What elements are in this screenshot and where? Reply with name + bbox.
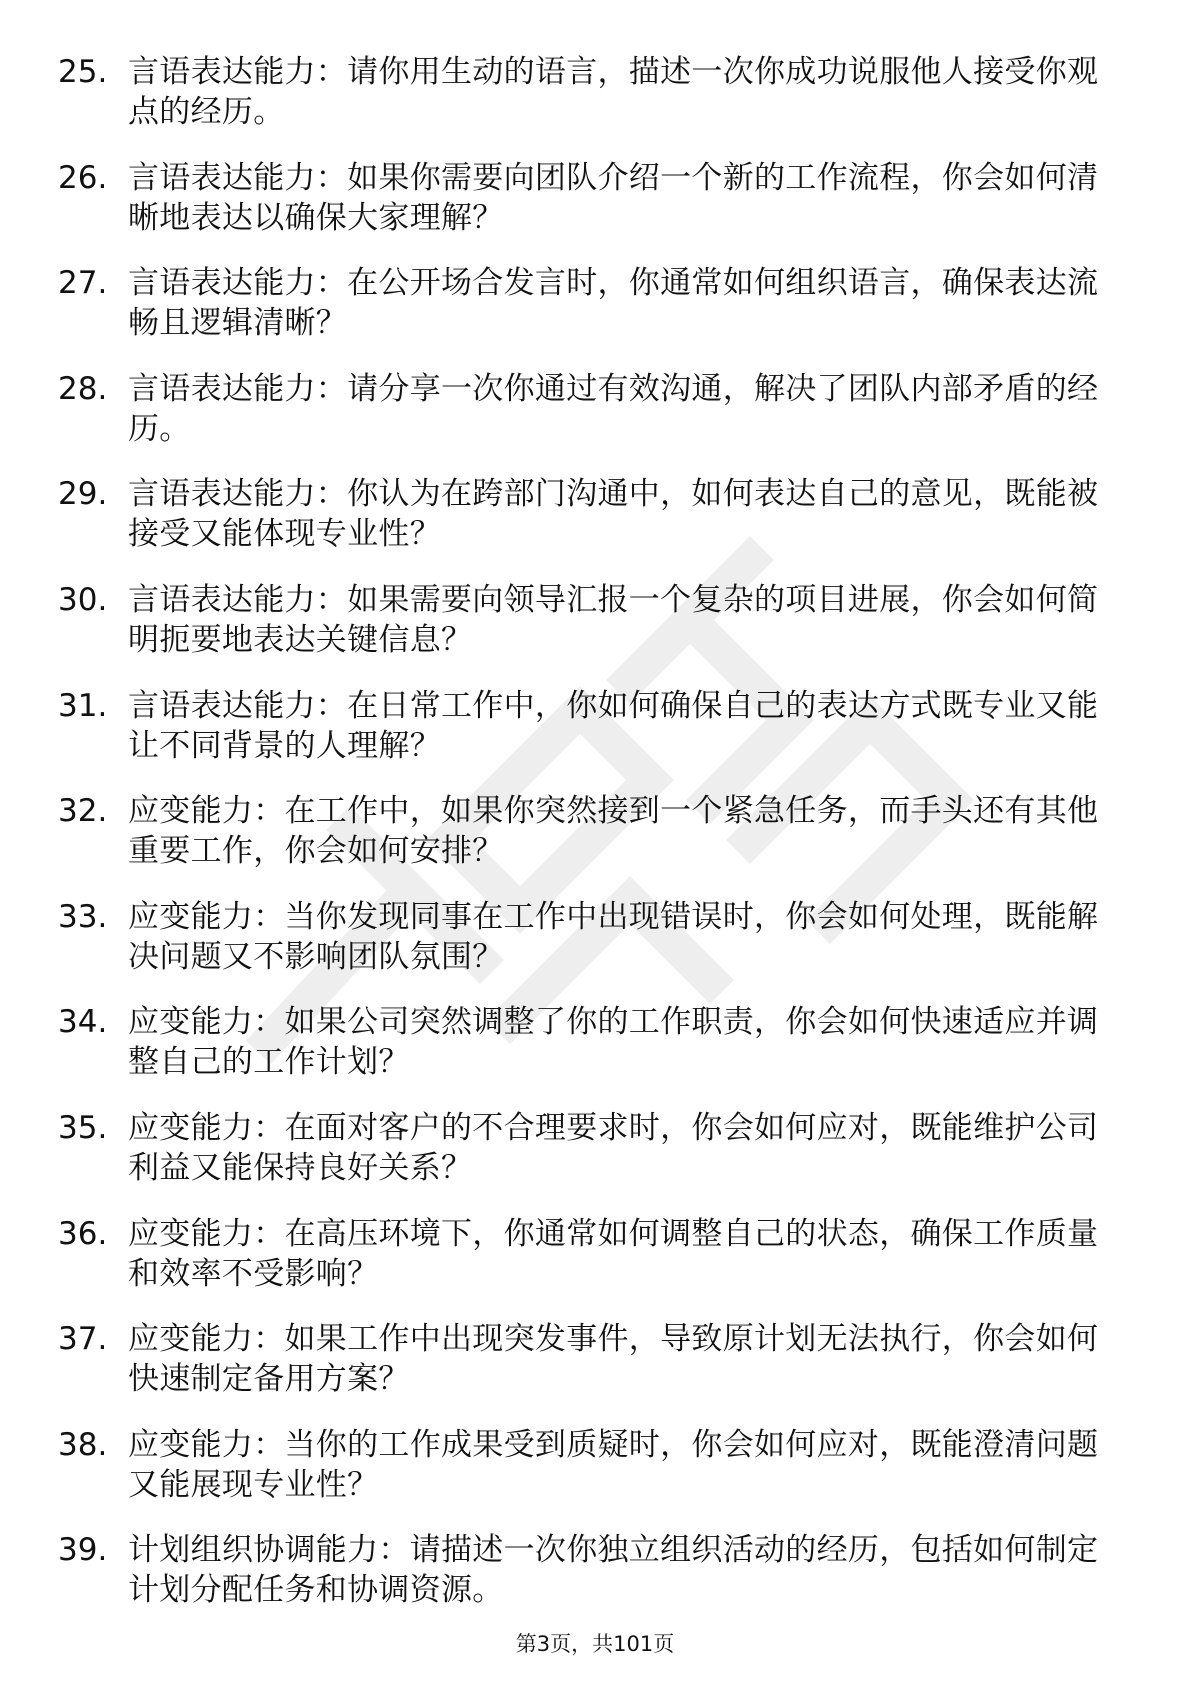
question-number: 32. [58,793,108,830]
question-number: 37. [58,1321,108,1358]
list-item [0,52,1190,158]
question-number: 39. [58,1532,108,1569]
list-item [0,897,1190,1003]
list-item [0,1214,1190,1320]
question-text: 应变能力：当你的工作成果受到质疑时，你会如何应对，既能澄清问题又能展现专业性？ [128,1426,1099,1503]
question-text: 计划组织协调能力：请描述一次你独立组织活动的经历，包括如何制定计划分配任务和协调资源。 [128,1532,1099,1609]
question-number: 36. [58,1215,108,1252]
question-number: 38. [58,1426,108,1463]
page-footer: 第3页，共101页 [515,1632,675,1656]
question-text: 应变能力：在工作中，如果你突然接到一个紧急任务，而手头还有其他重要工作，你会如何安排？ [128,793,1099,870]
question-text: 应变能力：在高压环境下，你通常如何调整自己的状态，确保工作质量和效率不受影响？ [128,1215,1099,1292]
list-item [0,263,1190,369]
question-number: 35. [58,1109,108,1146]
list-item [0,158,1190,264]
question-text: 言语表达能力：你认为在跨部门沟通中，如何表达自己的意见，既能被接受又能体现专业性？ [128,476,1099,553]
question-text: 言语表达能力：在公开场合发言时，你通常如何组织语言，确保表达流畅且逻辑清晰？ [128,265,1099,342]
list-item [0,369,1190,475]
question-number: 26. [58,159,108,196]
question-number: 34. [58,1004,108,1041]
list-item [0,791,1190,897]
question-text: 应变能力：如果工作中出现突发事件，导致原计划无法执行，你会如何快速制定备用方案？ [128,1321,1099,1398]
question-number: 27. [58,265,108,302]
question-number: 30. [58,581,108,618]
list-item [0,1002,1190,1108]
list-item [0,1530,1190,1636]
question-text: 言语表达能力：请你用生动的语言，描述一次你成功说服他人接受你观点的经历。 [128,54,1099,130]
question-text: 应变能力：如果公司突然调整了你的工作职责，你会如何快速适应并调整自己的工作计划？ [128,1004,1099,1081]
question-text: 言语表达能力：如果需要向领导汇报一个复杂的项目进展，你会如何简明扼要地表达关键信息？ [128,581,1099,658]
list-item [0,686,1190,792]
question-text: 应变能力：在面对客户的不合理要求时，你会如何应对，既能维护公司利益又能保持良好关系？ [128,1109,1099,1186]
question-list [0,52,1190,1636]
question-number: 29. [58,476,108,513]
question-text: 言语表达能力：在日常工作中，你如何确保自己的表达方式既专业又能让不同背景的人理解？ [128,687,1099,764]
question-text: 言语表达能力：如果你需要向团队介绍一个新的工作流程，你会如何清晰地表达以确保大家理解？ [128,159,1099,236]
question-number: 25. [58,54,108,90]
question-text: 言语表达能力：请分享一次你通过有效沟通，解决了团队内部矛盾的经历。 [128,370,1099,447]
list-item [0,1319,1190,1425]
question-number: 28. [58,370,108,407]
list-item [0,1108,1190,1214]
question-number: 33. [58,898,108,935]
list-item [0,474,1190,580]
question-text: 应变能力：当你发现同事在工作中出现错误时，你会如何处理，既能解决问题又不影响团队氛围？ [128,898,1099,975]
list-item [0,580,1190,686]
list-item [0,1425,1190,1531]
question-number: 31. [58,687,108,724]
